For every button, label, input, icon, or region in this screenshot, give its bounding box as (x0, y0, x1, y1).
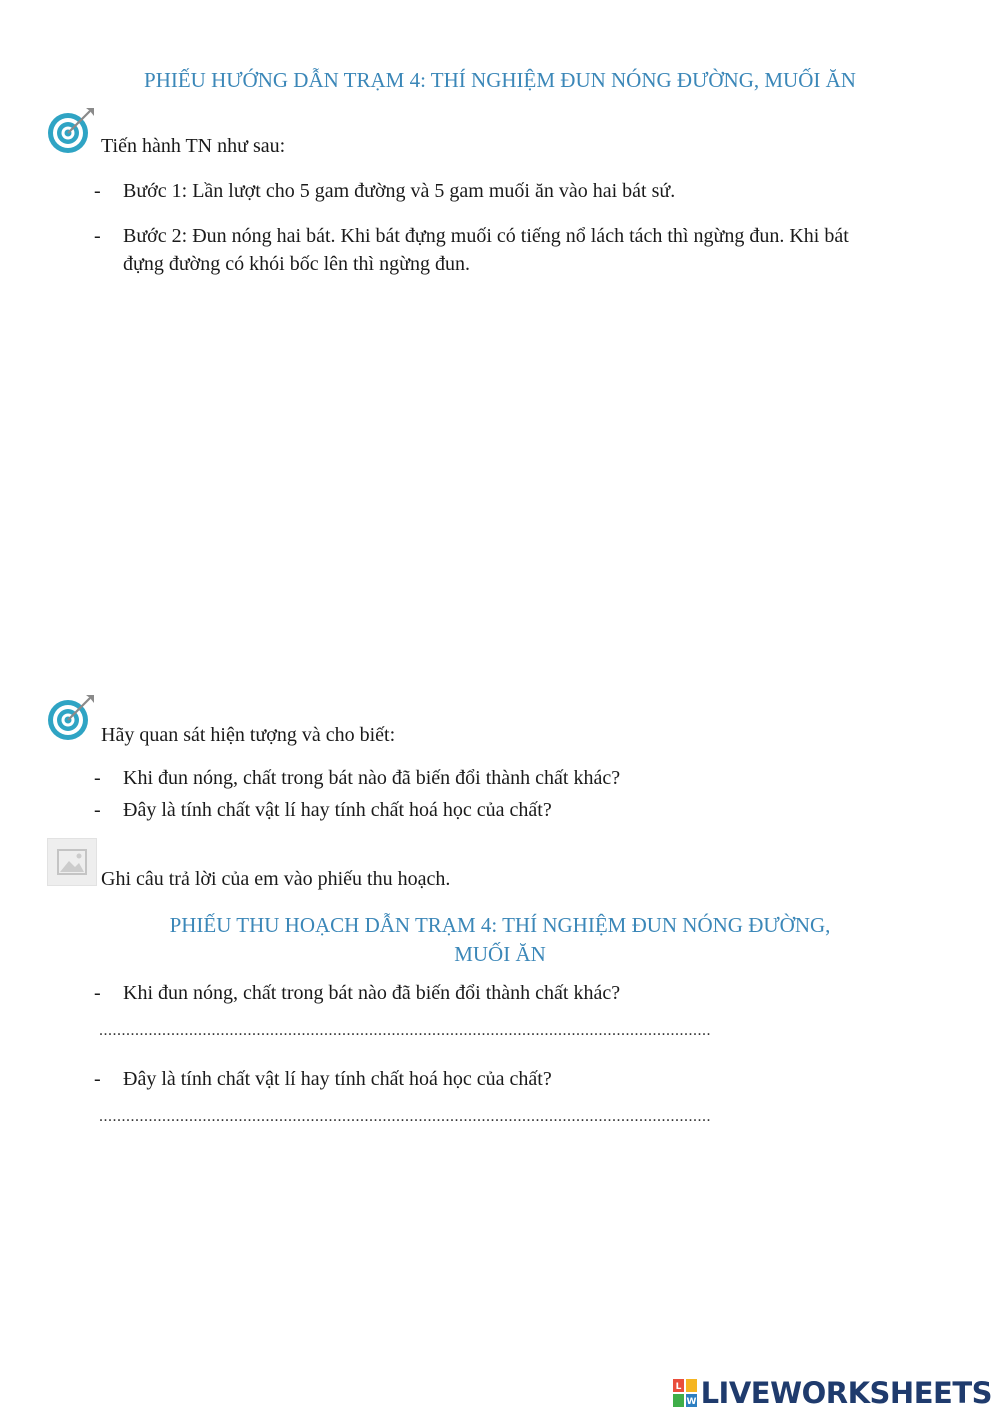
answer-line-1[interactable]: ........................................................................................................................................ (99, 1022, 711, 1039)
worksheet-question-2: Đây là tính chất vật lí hay tính chất hoá học của chất? (123, 1068, 552, 1090)
guide-intro: Tiến hành TN như sau: (101, 135, 286, 157)
observe-intro: Hãy quan sát hiện tượng và cho biết: (101, 724, 396, 746)
liveworksheets-logo-text: LIVEWORKSHEETS (700, 1376, 992, 1410)
list-bullet: - (94, 982, 101, 1004)
step-2: Bước 2: Đun nóng hai bát. Khi bát đựng muối có tiếng nổ lách tách thì ngừng đun. Khi bát (123, 225, 849, 247)
worksheet-title-line2: MUỐI ĂN (454, 942, 546, 966)
list-bullet: - (94, 767, 101, 789)
worksheet-title-line1: PHIẾU THU HOẠCH DẪN TRẠM 4: THÍ NGHIỆM ĐUN NÓNG ĐƯỜNG, (169, 913, 831, 937)
list-bullet: - (94, 180, 101, 202)
observe-question-2: Đây là tính chất vật lí hay tính chất hoá học của chất? (123, 799, 552, 821)
step-1: Bước 1: Lần lượt cho 5 gam đường và 5 gam muối ăn vào hai bát sứ. (123, 180, 676, 202)
svg-text:L: L (675, 1382, 681, 1392)
step-2-continued: đựng đường có khói bốc lên thì ngừng đun. (123, 253, 470, 275)
svg-text:W: W (686, 1397, 697, 1407)
target-icon (46, 693, 96, 743)
list-bullet: - (94, 799, 101, 821)
image-placeholder-icon (47, 838, 97, 886)
liveworksheets-badge-icon (673, 1379, 697, 1407)
list-bullet: - (94, 225, 101, 247)
observe-question-1: Khi đun nóng, chất trong bát nào đã biến đổi thành chất khác? (123, 767, 621, 789)
worksheet-question-1: Khi đun nóng, chất trong bát nào đã biến đổi thành chất khác? (123, 982, 621, 1004)
guide-title: PHIẾU HƯỚNG DẪN TRẠM 4: THÍ NGHIỆM ĐUN NÓNG ĐƯỜNG, MUỐI ĂN (144, 68, 856, 92)
target-icon (46, 106, 96, 156)
answer-line-2[interactable]: ........................................................................................................................................ (99, 1108, 711, 1125)
list-bullet: - (94, 1068, 101, 1090)
observe-note: Ghi câu trả lời của em vào phiếu thu hoạch. (101, 868, 451, 890)
liveworksheets-logo (673, 1376, 992, 1410)
